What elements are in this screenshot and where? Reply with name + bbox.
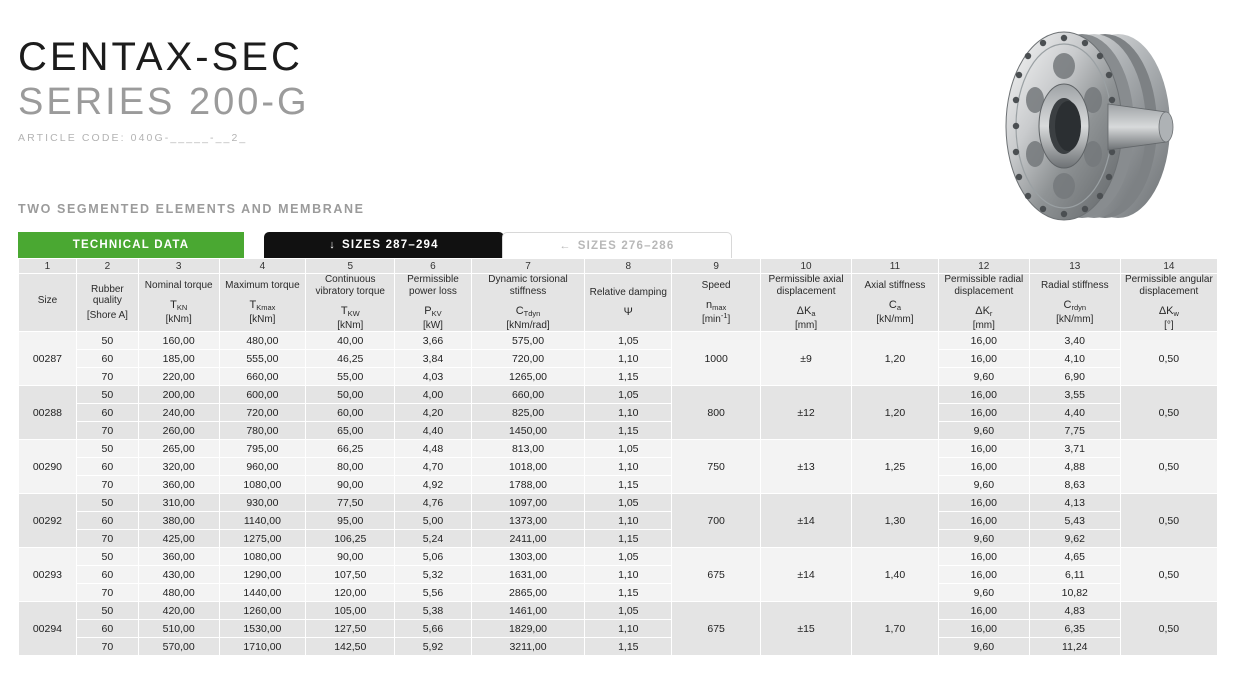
cell-radial-stiffness: 7,75	[1029, 422, 1120, 440]
table-row	[19, 548, 1218, 566]
cell-continuous-vibratory-torque: 95,00	[306, 512, 395, 530]
cell-axial-stiffness: 1,20	[852, 386, 939, 440]
cell-maximum-torque: 600,00	[219, 386, 306, 404]
cell-rubber-quality: 70	[76, 638, 138, 656]
cell-rubber-quality: 70	[76, 584, 138, 602]
cell-speed: 700	[672, 494, 761, 548]
cell-radial-stiffness: 4,10	[1029, 350, 1120, 368]
cell-axial-stiffness: 1,40	[852, 548, 939, 602]
cell-axial-stiffness: 1,25	[852, 440, 939, 494]
cell-dynamic-torsional-stiffness: 3211,00	[471, 638, 585, 656]
header-size: Size	[19, 274, 77, 332]
cell-permissible-radial-displacement: 16,00	[938, 512, 1029, 530]
cell-permissible-axial-displacement: ±13	[761, 440, 852, 494]
tab-technical-data-label: TECHNICAL DATA	[72, 239, 190, 251]
cell-permissible-power-loss: 4,00	[395, 386, 471, 404]
cell-speed: 750	[672, 440, 761, 494]
header-axial-stiffness: Axial stiffness $C_a$ [kN/mm]	[852, 274, 939, 332]
cell-maximum-torque: 1290,00	[219, 566, 306, 584]
page-subtitle: SERIES 200-G	[18, 81, 310, 123]
document-header	[18, 36, 968, 144]
cell-radial-stiffness: 6,11	[1029, 566, 1120, 584]
cell-permissible-power-loss: 5,66	[395, 620, 471, 638]
col-num-5: 5	[306, 259, 395, 274]
table-row	[19, 404, 1218, 422]
cell-permissible-power-loss: 4,03	[395, 368, 471, 386]
cell-axial-stiffness: 1,70	[852, 602, 939, 656]
cell-permissible-angular-displacement: 0,50	[1120, 386, 1217, 440]
cell-rubber-quality: 60	[76, 404, 138, 422]
cell-maximum-torque: 930,00	[219, 494, 306, 512]
cell-rubber-quality: 50	[76, 548, 138, 566]
technical-data-table	[18, 258, 1218, 656]
cell-nominal-torque: 510,00	[138, 620, 219, 638]
header-speed: Speed $n_{max}$ $[\min^{-1}]$	[672, 274, 761, 332]
cell-size: 00290	[19, 440, 77, 494]
cell-dynamic-torsional-stiffness: 1373,00	[471, 512, 585, 530]
cell-dynamic-torsional-stiffness: 1829,00	[471, 620, 585, 638]
cell-dynamic-torsional-stiffness: 660,00	[471, 386, 585, 404]
cell-maximum-torque: 1440,00	[219, 584, 306, 602]
cell-dynamic-torsional-stiffness: 1450,00	[471, 422, 585, 440]
cell-speed: 675	[672, 602, 761, 656]
cell-nominal-torque: 160,00	[138, 332, 219, 350]
cell-permissible-axial-displacement: ±12	[761, 386, 852, 440]
cell-nominal-torque: 200,00	[138, 386, 219, 404]
table-row	[19, 602, 1218, 620]
cell-maximum-torque: 960,00	[219, 458, 306, 476]
cell-dynamic-torsional-stiffness: 813,00	[471, 440, 585, 458]
cell-permissible-radial-displacement: 16,00	[938, 620, 1029, 638]
cell-nominal-torque: 320,00	[138, 458, 219, 476]
col-num-4: 4	[219, 259, 306, 274]
cell-permissible-power-loss: 4,40	[395, 422, 471, 440]
cell-permissible-radial-displacement: 16,00	[938, 548, 1029, 566]
article-code: ARTICLE CODE: 040G-_____-__2_	[18, 131, 248, 144]
arrow-left-icon: ←	[559, 239, 572, 252]
cell-relative-damping: 1,10	[585, 566, 672, 584]
tab-sizes-287-294[interactable]	[264, 232, 504, 258]
header-continuous-vibratory-torque: Continuous vibratory torque $T_{KW}$ [kNm]	[306, 274, 395, 332]
table-row	[19, 638, 1218, 656]
cell-permissible-axial-displacement: ±15	[761, 602, 852, 656]
cell-maximum-torque: 480,00	[219, 332, 306, 350]
cell-continuous-vibratory-torque: 106,25	[306, 530, 395, 548]
cell-radial-stiffness: 6,90	[1029, 368, 1120, 386]
cell-permissible-power-loss: 4,48	[395, 440, 471, 458]
cell-relative-damping: 1,05	[585, 440, 672, 458]
cell-nominal-torque: 310,00	[138, 494, 219, 512]
cell-radial-stiffness: 8,63	[1029, 476, 1120, 494]
col-num-8: 8	[585, 259, 672, 274]
header-nominal-torque: Nominal torque $T_{KN}$ [kNm]	[138, 274, 219, 332]
cell-nominal-torque: 425,00	[138, 530, 219, 548]
cell-dynamic-torsional-stiffness: 1788,00	[471, 476, 585, 494]
cell-nominal-torque: 185,00	[138, 350, 219, 368]
cell-rubber-quality: 50	[76, 602, 138, 620]
cell-radial-stiffness: 9,62	[1029, 530, 1120, 548]
cell-permissible-radial-displacement: 16,00	[938, 332, 1029, 350]
cell-size: 00287	[19, 332, 77, 386]
cell-permissible-radial-displacement: 9,60	[938, 638, 1029, 656]
cell-dynamic-torsional-stiffness: 1018,00	[471, 458, 585, 476]
cell-permissible-radial-displacement: 16,00	[938, 458, 1029, 476]
cell-maximum-torque: 1140,00	[219, 512, 306, 530]
cell-permissible-radial-displacement: 16,00	[938, 494, 1029, 512]
cell-size: 00294	[19, 602, 77, 656]
cell-relative-damping: 1,15	[585, 638, 672, 656]
cell-relative-damping: 1,05	[585, 494, 672, 512]
cell-maximum-torque: 1080,00	[219, 548, 306, 566]
cell-nominal-torque: 480,00	[138, 584, 219, 602]
col-num-10: 10	[761, 259, 852, 274]
tab-sizes-276-286-label: SIZES 276–286	[577, 239, 675, 252]
cell-permissible-radial-displacement: 16,00	[938, 350, 1029, 368]
cell-maximum-torque: 1710,00	[219, 638, 306, 656]
cell-permissible-radial-displacement: 16,00	[938, 404, 1029, 422]
cell-permissible-radial-displacement: 16,00	[938, 602, 1029, 620]
table-row	[19, 440, 1218, 458]
cell-maximum-torque: 780,00	[219, 422, 306, 440]
cell-relative-damping: 1,10	[585, 350, 672, 368]
cell-nominal-torque: 420,00	[138, 602, 219, 620]
cell-permissible-power-loss: 5,56	[395, 584, 471, 602]
cell-rubber-quality: 50	[76, 386, 138, 404]
cell-maximum-torque: 720,00	[219, 404, 306, 422]
cell-rubber-quality: 50	[76, 494, 138, 512]
cell-radial-stiffness: 3,40	[1029, 332, 1120, 350]
col-num-7: 7	[471, 259, 585, 274]
header-maximum-torque: Maximum torque $T_{Kmax}$ [kNm]	[219, 274, 306, 332]
cell-nominal-torque: 260,00	[138, 422, 219, 440]
cell-rubber-quality: 60	[76, 512, 138, 530]
cell-nominal-torque: 570,00	[138, 638, 219, 656]
cell-rubber-quality: 60	[76, 350, 138, 368]
cell-permissible-radial-displacement: 16,00	[938, 566, 1029, 584]
cell-permissible-power-loss: 5,00	[395, 512, 471, 530]
cell-permissible-power-loss: 3,84	[395, 350, 471, 368]
cell-dynamic-torsional-stiffness: 825,00	[471, 404, 585, 422]
cell-radial-stiffness: 4,83	[1029, 602, 1120, 620]
cell-size: 00292	[19, 494, 77, 548]
cell-relative-damping: 1,15	[585, 584, 672, 602]
tab-technical-data[interactable]	[18, 232, 244, 258]
cell-continuous-vibratory-torque: 80,00	[306, 458, 395, 476]
cell-dynamic-torsional-stiffness: 1631,00	[471, 566, 585, 584]
table-row	[19, 332, 1218, 350]
cell-dynamic-torsional-stiffness: 1303,00	[471, 548, 585, 566]
cell-maximum-torque: 1260,00	[219, 602, 306, 620]
cell-continuous-vibratory-torque: 90,00	[306, 476, 395, 494]
cell-radial-stiffness: 4,40	[1029, 404, 1120, 422]
coupling-product-image	[982, 20, 1212, 225]
cell-permissible-power-loss: 5,24	[395, 530, 471, 548]
cell-axial-stiffness: 1,30	[852, 494, 939, 548]
table-row	[19, 620, 1218, 638]
cell-rubber-quality: 70	[76, 368, 138, 386]
arrow-down-icon: ↓	[329, 239, 336, 251]
cell-continuous-vibratory-torque: 60,00	[306, 404, 395, 422]
cell-dynamic-torsional-stiffness: 720,00	[471, 350, 585, 368]
cell-radial-stiffness: 10,82	[1029, 584, 1120, 602]
cell-maximum-torque: 555,00	[219, 350, 306, 368]
col-num-2: 2	[76, 259, 138, 274]
cell-relative-damping: 1,15	[585, 422, 672, 440]
cell-dynamic-torsional-stiffness: 1265,00	[471, 368, 585, 386]
cell-rubber-quality: 50	[76, 440, 138, 458]
cell-continuous-vibratory-torque: 127,50	[306, 620, 395, 638]
cell-continuous-vibratory-torque: 77,50	[306, 494, 395, 512]
table-row	[19, 422, 1218, 440]
tab-sizes-276-286[interactable]	[502, 232, 732, 258]
product-description: TWO SEGMENTED ELEMENTS AND MEMBRANE	[18, 202, 365, 216]
cell-speed: 1000	[672, 332, 761, 386]
cell-continuous-vibratory-torque: 90,00	[306, 548, 395, 566]
cell-continuous-vibratory-torque: 46,25	[306, 350, 395, 368]
table-header-row	[19, 274, 1218, 332]
cell-rubber-quality: 50	[76, 332, 138, 350]
cell-nominal-torque: 380,00	[138, 512, 219, 530]
cell-permissible-power-loss: 4,92	[395, 476, 471, 494]
table-row	[19, 566, 1218, 584]
cell-permissible-angular-displacement: 0,50	[1120, 440, 1217, 494]
col-num-14: 14	[1120, 259, 1217, 274]
cell-continuous-vibratory-torque: 40,00	[306, 332, 395, 350]
table-row	[19, 584, 1218, 602]
cell-radial-stiffness: 4,13	[1029, 494, 1120, 512]
cell-radial-stiffness: 5,43	[1029, 512, 1120, 530]
cell-axial-stiffness: 1,20	[852, 332, 939, 386]
cell-permissible-angular-displacement: 0,50	[1120, 494, 1217, 548]
cell-continuous-vibratory-torque: 50,00	[306, 386, 395, 404]
cell-relative-damping: 1,15	[585, 476, 672, 494]
cell-continuous-vibratory-torque: 55,00	[306, 368, 395, 386]
table-row	[19, 476, 1218, 494]
header-permissible-radial-displacement: Permissible radial displacement $\Delta K_r$ [mm]	[938, 274, 1029, 332]
table-row	[19, 458, 1218, 476]
cell-permissible-power-loss: 3,66	[395, 332, 471, 350]
cell-radial-stiffness: 11,24	[1029, 638, 1120, 656]
cell-continuous-vibratory-torque: 65,00	[306, 422, 395, 440]
cell-nominal-torque: 360,00	[138, 548, 219, 566]
table-row	[19, 512, 1218, 530]
col-num-6: 6	[395, 259, 471, 274]
cell-nominal-torque: 240,00	[138, 404, 219, 422]
cell-permissible-power-loss: 5,92	[395, 638, 471, 656]
column-number-row	[19, 259, 1218, 274]
cell-permissible-power-loss: 5,06	[395, 548, 471, 566]
cell-continuous-vibratory-torque: 66,25	[306, 440, 395, 458]
cell-relative-damping: 1,05	[585, 386, 672, 404]
cell-dynamic-torsional-stiffness: 1461,00	[471, 602, 585, 620]
cell-nominal-torque: 265,00	[138, 440, 219, 458]
cell-relative-damping: 1,10	[585, 512, 672, 530]
cell-size: 00293	[19, 548, 77, 602]
cell-dynamic-torsional-stiffness: 1097,00	[471, 494, 585, 512]
cell-dynamic-torsional-stiffness: 2411,00	[471, 530, 585, 548]
table-row	[19, 350, 1218, 368]
cell-speed: 800	[672, 386, 761, 440]
col-num-13: 13	[1029, 259, 1120, 274]
cell-permissible-power-loss: 4,20	[395, 404, 471, 422]
cell-continuous-vibratory-torque: 107,50	[306, 566, 395, 584]
cell-radial-stiffness: 4,88	[1029, 458, 1120, 476]
cell-permissible-axial-displacement: ±14	[761, 548, 852, 602]
cell-relative-damping: 1,05	[585, 548, 672, 566]
tab-sizes-287-294-label: SIZES 287–294	[341, 239, 439, 251]
cell-permissible-radial-displacement: 16,00	[938, 440, 1029, 458]
cell-dynamic-torsional-stiffness: 2865,00	[471, 584, 585, 602]
cell-relative-damping: 1,15	[585, 530, 672, 548]
cell-permissible-radial-displacement: 9,60	[938, 476, 1029, 494]
cell-permissible-power-loss: 5,32	[395, 566, 471, 584]
cell-permissible-radial-displacement: 9,60	[938, 422, 1029, 440]
cell-permissible-axial-displacement: ±14	[761, 494, 852, 548]
cell-permissible-radial-displacement: 9,60	[938, 584, 1029, 602]
cell-maximum-torque: 795,00	[219, 440, 306, 458]
tab-bar	[18, 232, 1218, 258]
header-permissible-angular-displacement: Permissible angular displacement $\Delta K_w$ [°]	[1120, 274, 1217, 332]
cell-relative-damping: 1,10	[585, 458, 672, 476]
col-num-12: 12	[938, 259, 1029, 274]
cell-permissible-radial-displacement: 9,60	[938, 368, 1029, 386]
cell-continuous-vibratory-torque: 105,00	[306, 602, 395, 620]
cell-maximum-torque: 1275,00	[219, 530, 306, 548]
cell-relative-damping: 1,10	[585, 404, 672, 422]
cell-maximum-torque: 1530,00	[219, 620, 306, 638]
cell-rubber-quality: 70	[76, 476, 138, 494]
cell-relative-damping: 1,05	[585, 332, 672, 350]
cell-maximum-torque: 1080,00	[219, 476, 306, 494]
table-row	[19, 530, 1218, 548]
cell-permissible-power-loss: 5,38	[395, 602, 471, 620]
table-row	[19, 494, 1218, 512]
cell-permissible-radial-displacement: 9,60	[938, 530, 1029, 548]
header-dynamic-torsional-stiffness: Dynamic torsional stiffness $C_{Tdyn}$ [kNm/rad]	[471, 274, 585, 332]
cell-permissible-axial-displacement: ±9	[761, 332, 852, 386]
cell-permissible-angular-displacement: 0,50	[1120, 548, 1217, 602]
header-radial-stiffness: Radial stiffness $C_{rdyn}$ [kN/mm]	[1029, 274, 1120, 332]
cell-radial-stiffness: 3,71	[1029, 440, 1120, 458]
header-permissible-axial-displacement: Permissible axial displacement $\Delta K_a$ [mm]	[761, 274, 852, 332]
header-rubber-quality: Rubber quality [Shore A]	[76, 274, 138, 332]
col-num-1: 1	[19, 259, 77, 274]
cell-permissible-angular-displacement: 0,50	[1120, 602, 1217, 656]
col-num-11: 11	[852, 259, 939, 274]
cell-dynamic-torsional-stiffness: 575,00	[471, 332, 585, 350]
cell-permissible-power-loss: 4,70	[395, 458, 471, 476]
table-body	[19, 332, 1218, 656]
cell-nominal-torque: 220,00	[138, 368, 219, 386]
cell-rubber-quality: 70	[76, 422, 138, 440]
cell-speed: 675	[672, 548, 761, 602]
cell-maximum-torque: 660,00	[219, 368, 306, 386]
col-num-3: 3	[138, 259, 219, 274]
cell-permissible-power-loss: 4,76	[395, 494, 471, 512]
header-permissible-power-loss: Permissible power loss $P_{KV}$ [kW]	[395, 274, 471, 332]
cell-radial-stiffness: 4,65	[1029, 548, 1120, 566]
cell-rubber-quality: 60	[76, 566, 138, 584]
cell-rubber-quality: 60	[76, 458, 138, 476]
cell-continuous-vibratory-torque: 120,00	[306, 584, 395, 602]
cell-radial-stiffness: 6,35	[1029, 620, 1120, 638]
cell-relative-damping: 1,15	[585, 368, 672, 386]
cell-nominal-torque: 360,00	[138, 476, 219, 494]
cell-permissible-radial-displacement: 16,00	[938, 386, 1029, 404]
page-title: CENTAX-SEC	[18, 35, 303, 79]
cell-nominal-torque: 430,00	[138, 566, 219, 584]
cell-relative-damping: 1,10	[585, 620, 672, 638]
table-row	[19, 368, 1218, 386]
header-relative-damping: Relative damping Ψ	[585, 274, 672, 332]
cell-relative-damping: 1,05	[585, 602, 672, 620]
cell-continuous-vibratory-torque: 142,50	[306, 638, 395, 656]
cell-size: 00288	[19, 386, 77, 440]
cell-rubber-quality: 70	[76, 530, 138, 548]
cell-radial-stiffness: 3,55	[1029, 386, 1120, 404]
cell-rubber-quality: 60	[76, 620, 138, 638]
col-num-9: 9	[672, 259, 761, 274]
cell-permissible-angular-displacement: 0,50	[1120, 332, 1217, 386]
table-row	[19, 386, 1218, 404]
